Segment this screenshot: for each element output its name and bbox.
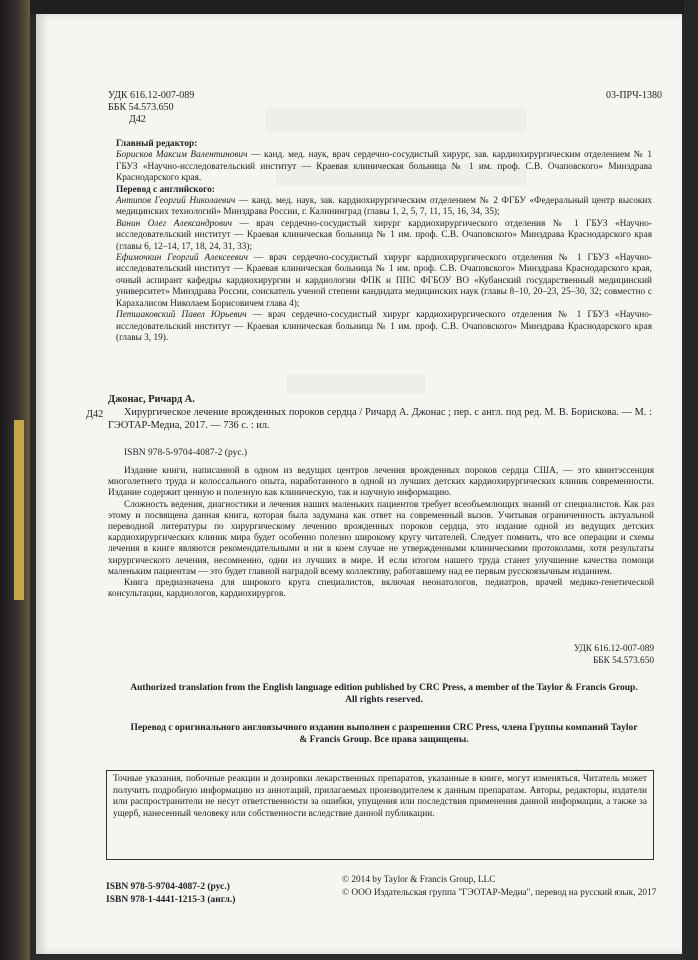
rights-english-text: Authorized translation from the English language edition published by CRC Press, a member of the Taylor & Francis Group. bbox=[130, 683, 638, 693]
chief-editor-title: Главный редактор: bbox=[116, 139, 198, 149]
rights-english bbox=[116, 682, 652, 706]
editor-desc: — канд. мед. наук, врач сердечно-сосудистый хирург, зав. кардиохирургическим отделением № 1 ГБУЗ «Научно-исследовательский институт — Краевая клиническая больница № 1 им. проф. С.В. Очаповского» Минздрава Краснодарского края. bbox=[116, 150, 652, 184]
translator-entry bbox=[116, 310, 652, 344]
copyright-geotar: © ООО Издательская группа "ГЭОТАР-Медиа", перевод на русский язык, 2017 bbox=[342, 888, 657, 898]
translator-name: Ванин Олег Александрович bbox=[116, 218, 233, 229]
rights-english-all: All rights reserved. bbox=[345, 695, 423, 705]
catalog-code: Д42 bbox=[86, 409, 104, 420]
rights-russian: Перевод с оригинального англоязычного издания выполнен с разрешения CRC Press, члена Группы компаний Taylor & Francis Group. Все права защищены. bbox=[130, 723, 638, 745]
catalog-isbn: ISBN 978-5-9704-4087-2 (рус.) bbox=[124, 448, 248, 458]
show-through-band bbox=[266, 108, 526, 132]
translator-entry bbox=[116, 253, 652, 310]
disclaimer-box: Точные указания, побочные реакции и дозировки лекарственных препаратов, указанные в книге, могут изменяться. Читатель может получить подробную информацию из аннотаций, прилагаемых производителем к данным препаратам. Авторы, редакторы, издатели или распространители не несут ответственности за ошибки, упущения или последствия применения данной информации, а также за ущерб, нанесенный человеку или собственности вследствие данной публикации. bbox=[106, 770, 654, 860]
translator-name: Петшаковский Павел Юрьевич bbox=[116, 310, 247, 321]
isbn-russian: ISBN 978-5-9704-4087-2 (рус.) bbox=[106, 882, 230, 892]
catalog-description: Хирургическое лечение врожденных пороков сердца / Ричард А. Джонас ; пер. с англ. под ред. М. В. Борискова. — М. : ГЭОТАР-Медиа, 2017. — 736 с. : ил. bbox=[108, 407, 652, 431]
translator-desc: — канд. мед. наук, зав. кардиохирургическим отделением № 2 ФГБУ «Федеральный центр высоких медицинских технологий» Минздрава России, г. Калининград (главы 1, 2, 5, 7, 11, 15, 16, 34, 35); bbox=[116, 196, 652, 218]
annotation-paragraph: Книга предназначена для широкого круга специалистов, включая неонатологов, педиатров, врачей медико-генетической консультации, кардиологов, кардиохирургов. bbox=[108, 578, 654, 600]
translator-entry bbox=[116, 196, 652, 219]
translator-entry bbox=[116, 219, 652, 253]
bbk-code-right: ББК 54.573.650 bbox=[592, 656, 654, 666]
cover-top bbox=[0, 0, 698, 14]
copyright-taylor: © 2014 by Taylor & Francis Group, LLC bbox=[342, 875, 496, 885]
bbk-code: ББК 54.573.650 bbox=[108, 102, 174, 113]
translator-name: Антипов Георгий Николаевич bbox=[116, 196, 236, 207]
annotation-paragraph: Сложность ведения, диагностики и лечения наших маленьких пациентов требует всеобъемлющих знаний от специалистов. Как раз этому и посвящена данная книга, которая была задумана как ответ на современный вызов. Учитывая ограниченность актуальной переводной литературы по хирургическому лечению врожденных пороков сердца, это издание одной из ведущих детских кардиохирургических клиник мира будет особенно полезно широкому кругу читателей. Следует помнить, что все операции и схемы лечения в книге являются рекомендательными и ни в коем случае не утвержденными клиническими протоколами, хотя результаты хирургического лечения, несомненно, одни из лучших в мире. И если итогом нашего труда станет улучшение качества помощи маленьким пациентам — это будет главной наградой всему коллективу, работавшему над ее первым русскоязычным изданием. bbox=[108, 499, 654, 577]
udk-code-right: УДК 616.12-007-089 bbox=[573, 644, 654, 654]
translator-name: Ефимочкин Георгий Алексеевич bbox=[116, 253, 248, 264]
isbn-english: ISBN 978-1-4441-1215-3 (англ.) bbox=[106, 895, 236, 905]
cover-gold-accent bbox=[14, 420, 24, 600]
cover-right bbox=[684, 0, 698, 960]
translators-title: Перевод с английского: bbox=[116, 184, 215, 195]
chief-editor-entry bbox=[116, 150, 652, 184]
translator-desc: — врач сердечно-сосудистый хирург кардиохирургического отделения № 1 ГБУЗ «Научно-исследовательский институт — Краевая клиническая больница № 1 им. проф. С.В. Очаповского» Минздрава Краснодарского края, очный аспирант кафедры кардиохирургии и кардиологии ФПК и ППС ФГБОУ ВО «Кубанский государственный медицинский университет» Минздрава России, соискатель ученой степени кандидата медицинских наук (главы 8–10, 20–23, 25–30, 32; совместно с Карахалисом Николаем Борисовичем глава 4); bbox=[116, 253, 652, 309]
udk-code: УДК 616.12-007-089 bbox=[108, 90, 195, 101]
translator-desc: — врач сердечно-сосудистый хирург кардиохирургического отделения № 1 ГБУЗ «Научно-исследовательский институт — Краевая клиническая больница № 1 им. проф. С.В. Очаповского» Минздрава Краснодарского края (главы 3, 19). bbox=[116, 310, 652, 343]
annotation bbox=[108, 466, 654, 600]
show-through-band bbox=[286, 374, 426, 394]
editors-block bbox=[116, 139, 652, 344]
annotation-paragraph: Издание книги, написанной в одном из ведущих центров лечения врожденных пороков сердца США, — это квинтэссенция многолетнего труда и колоссального опыта, наработанного в одной из лучших детских кардиохирургических клиник современности. Издание содержит ценную и полезную как клиническую, так и научную информацию. bbox=[108, 466, 654, 499]
translator-desc: — врач сердечно-сосудистый хирург кардиохирургического отделения № 1 ГБУЗ «Научно-исследовательский институт — Краевая клиническая больница № 1 им. проф. С.В. Очаповского» Минздрава Краснодарского края (главы 6, 12–14, 17, 18, 24, 31, 33); bbox=[116, 218, 652, 252]
catalog-author: Джонас, Ричард А. bbox=[108, 394, 195, 405]
order-code: 03-ПРЧ-1380 bbox=[606, 90, 662, 101]
author-code: Д42 bbox=[129, 114, 146, 125]
book-page bbox=[36, 14, 682, 954]
editor-name: Борисков Максим Валентинович bbox=[116, 150, 248, 161]
